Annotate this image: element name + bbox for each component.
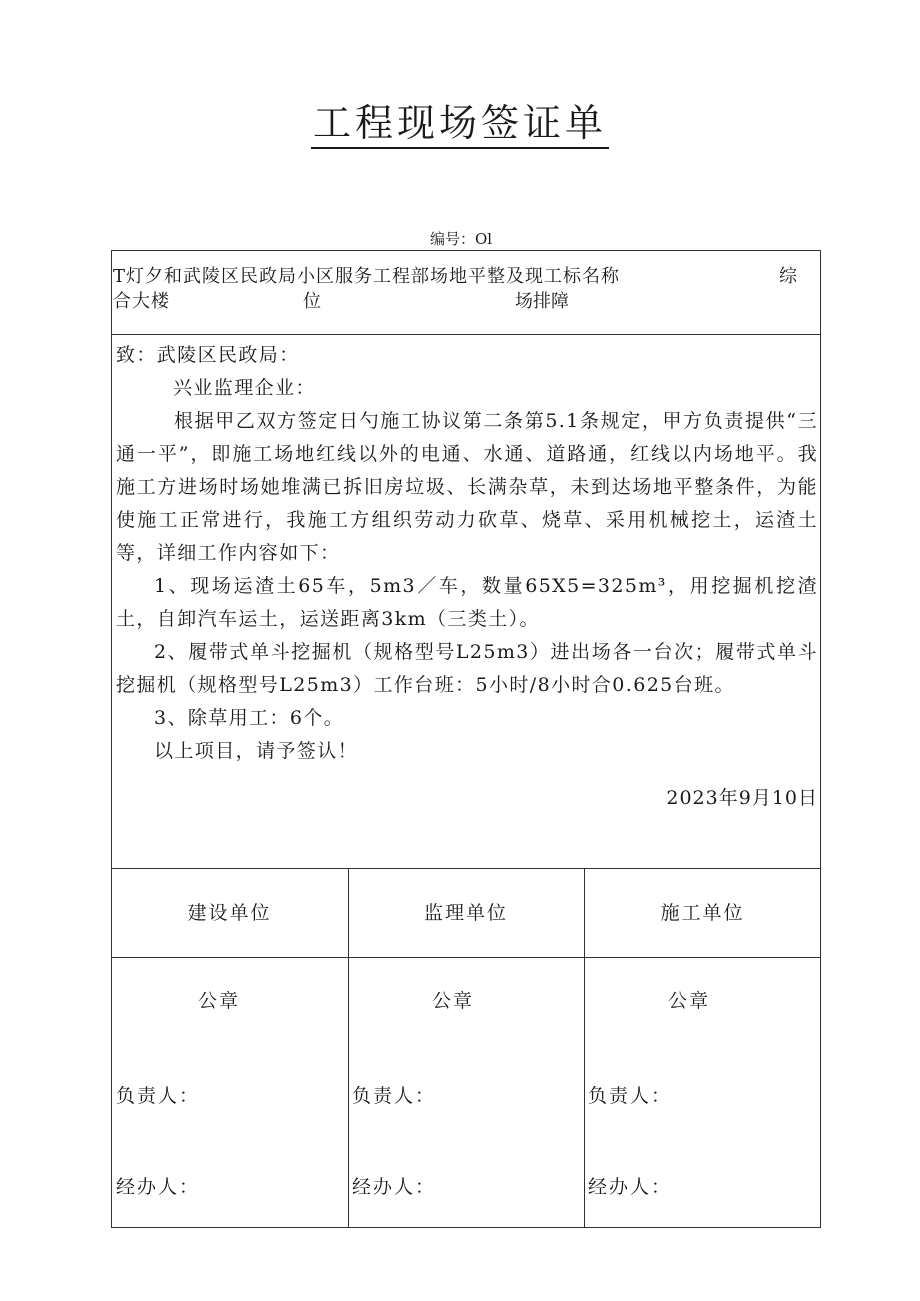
page-title <box>0 98 920 148</box>
date: 2023年9月10日 <box>666 787 818 809</box>
main-paragraph: 根据甲乙双方签定日勺施工协议第二条第5.1条规定，甲方负责提供“三通一平”，即施工场地红线以外的电通、水通、道路通，红线以内场地平。我施工方进场时场她堆满已拆旧房垃圾、长满杂草，未到达场地平整条件，为能使施工正常进行，我施工方组织劳动力砍草、烧草、采用机械挖土，运渣土等，详细工作内容如下： <box>116 410 818 564</box>
project-line-2-right: 场排障 <box>515 291 569 312</box>
addressee: 致：武陵区民政局： <box>116 344 300 366</box>
content-body <box>116 339 818 815</box>
person-in-charge-supervision: 负责人： <box>352 1085 437 1107</box>
project-line-1-right: 综 <box>779 266 797 287</box>
header-supervision-unit: 监理单位 <box>423 902 508 924</box>
work-item-1: 1、现场运渣土65车，5m3／车，数量65X5=325m³，用挖掘机挖渣土，自卸汽车运土，运送距离3km（三类土）。 <box>116 575 818 630</box>
addressee-2: 兴业监理企业： <box>173 377 316 399</box>
person-in-charge-contractor: 负责人： <box>588 1085 673 1107</box>
handler-contractor: 经办人： <box>588 1176 673 1198</box>
work-item-3: 3、除草用工：6个。 <box>154 707 345 729</box>
project-row-divider <box>111 334 821 335</box>
work-item-2: 2、履带式单斗挖掘机（规格型号L25m3）进出场各一台次；履带式单斗挖掘机（规格型号L25m3）工作台班：5小时/8小时合0.625台班。 <box>116 641 818 696</box>
content-row-divider <box>111 868 821 869</box>
header-contractor-unit: 施工单位 <box>660 902 745 924</box>
header-construction-unit: 建设单位 <box>187 902 272 924</box>
project-line-2: 合大楼 <box>113 291 170 312</box>
header-row-divider <box>111 957 821 958</box>
document-number: 编号：Ol <box>430 230 493 248</box>
project-line-1: T灯夕和武陵区民政局小区服务工程部场地平整及现工标名称 <box>113 266 621 287</box>
closing-request: 以上项目，请予签认！ <box>154 740 359 762</box>
handler-supervision: 经办人： <box>352 1176 437 1198</box>
seal-construction: 公章 <box>197 990 240 1012</box>
seal-supervision: 公章 <box>431 990 474 1012</box>
project-line-2-mid: 位 <box>303 291 321 312</box>
page-title-text: 工程现场签证单 <box>311 101 609 149</box>
handler-construction: 经办人： <box>116 1176 201 1198</box>
seal-contractor: 公章 <box>667 990 710 1012</box>
person-in-charge-construction: 负责人： <box>116 1085 201 1107</box>
project-name-row <box>113 264 817 314</box>
